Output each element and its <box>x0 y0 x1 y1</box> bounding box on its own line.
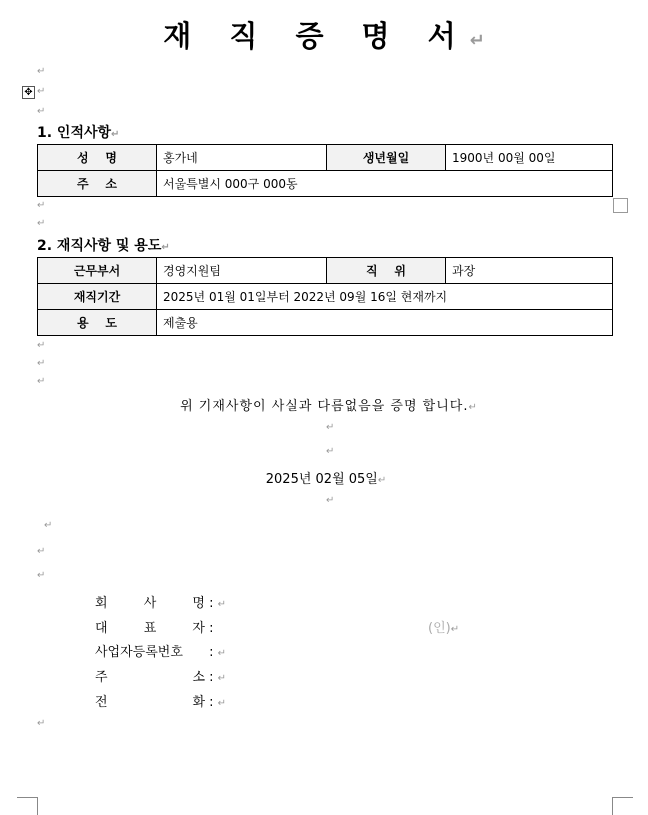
paragraph-mark: ↵ <box>37 376 46 387</box>
personal-info-table <box>37 144 613 197</box>
table-row <box>38 310 613 336</box>
value-position[interactable]: 과장 <box>446 258 613 284</box>
paragraph-mark: ↵ <box>37 546 46 557</box>
table-row <box>38 258 613 284</box>
signature-company: 회 사 명 : ↵ <box>95 596 227 611</box>
value-birthdate[interactable]: 1900년 00월 00일 <box>446 145 613 171</box>
paragraph-mark: ↵ <box>37 106 46 117</box>
table-row <box>38 145 613 171</box>
signature-ceo: 대 표 자 : <box>95 621 214 636</box>
table-row <box>38 284 613 310</box>
document-title: 재 직 증 명 서↵ <box>163 19 485 53</box>
label-department: 근무부서 <box>38 258 157 284</box>
paragraph-mark: ↵ <box>37 86 46 97</box>
label-purpose: 용 도 <box>38 310 157 336</box>
label-birthdate: 생년월일 <box>327 145 446 171</box>
signature-address: 주 소 : ↵ <box>95 670 227 685</box>
label-position: 직 위 <box>327 258 446 284</box>
margin-corner-mark <box>17 797 38 815</box>
signature-reg-no: 사업자등록번호 : ↵ <box>95 645 227 660</box>
employment-table <box>37 257 613 336</box>
seal-placeholder: (인)↵ <box>428 621 460 636</box>
value-period[interactable]: 2025년 01월 01일부터 2022년 09월 16일 현재까지 <box>157 284 613 310</box>
value-address[interactable]: 서울특별시 000구 000동 <box>157 171 613 197</box>
issue-date: 2025년 02월 05일↵ <box>265 472 387 487</box>
section-heading-employment: 2. 재직사항 및 용도↵ <box>37 238 170 254</box>
paragraph-mark: ↵ <box>37 340 46 351</box>
certification-statement: 위 기재사항이 사실과 다름없음을 증명 합니다.↵ <box>180 399 478 414</box>
paragraph-mark: ↵ <box>37 358 46 369</box>
section-heading-personal: 1. 인적사항↵ <box>37 125 120 141</box>
paragraph-mark: ↵ <box>37 570 46 581</box>
signature-phone: 전 화 : ↵ <box>95 695 227 710</box>
paragraph-mark: ↵ <box>37 218 46 229</box>
paragraph-mark: ↵ <box>37 66 46 77</box>
paragraph-mark: ↵ <box>326 495 335 506</box>
table-resize-handle[interactable] <box>613 198 628 213</box>
paragraph-mark: ↵ <box>37 718 46 729</box>
paragraph-mark: ↵ <box>44 520 53 531</box>
label-name: 성 명 <box>38 145 157 171</box>
label-address: 주 소 <box>38 171 157 197</box>
table-move-handle[interactable]: ✥ <box>22 86 35 99</box>
value-purpose[interactable]: 제출용 <box>157 310 613 336</box>
label-period: 재직기간 <box>38 284 157 310</box>
paragraph-mark: ↵ <box>37 200 46 211</box>
paragraph-mark: ↵ <box>326 446 335 457</box>
margin-corner-mark <box>612 797 633 815</box>
paragraph-mark: ↵ <box>326 422 335 433</box>
value-name[interactable]: 홍가네 <box>157 145 327 171</box>
value-department[interactable]: 경영지원팀 <box>157 258 327 284</box>
table-row <box>38 171 613 197</box>
